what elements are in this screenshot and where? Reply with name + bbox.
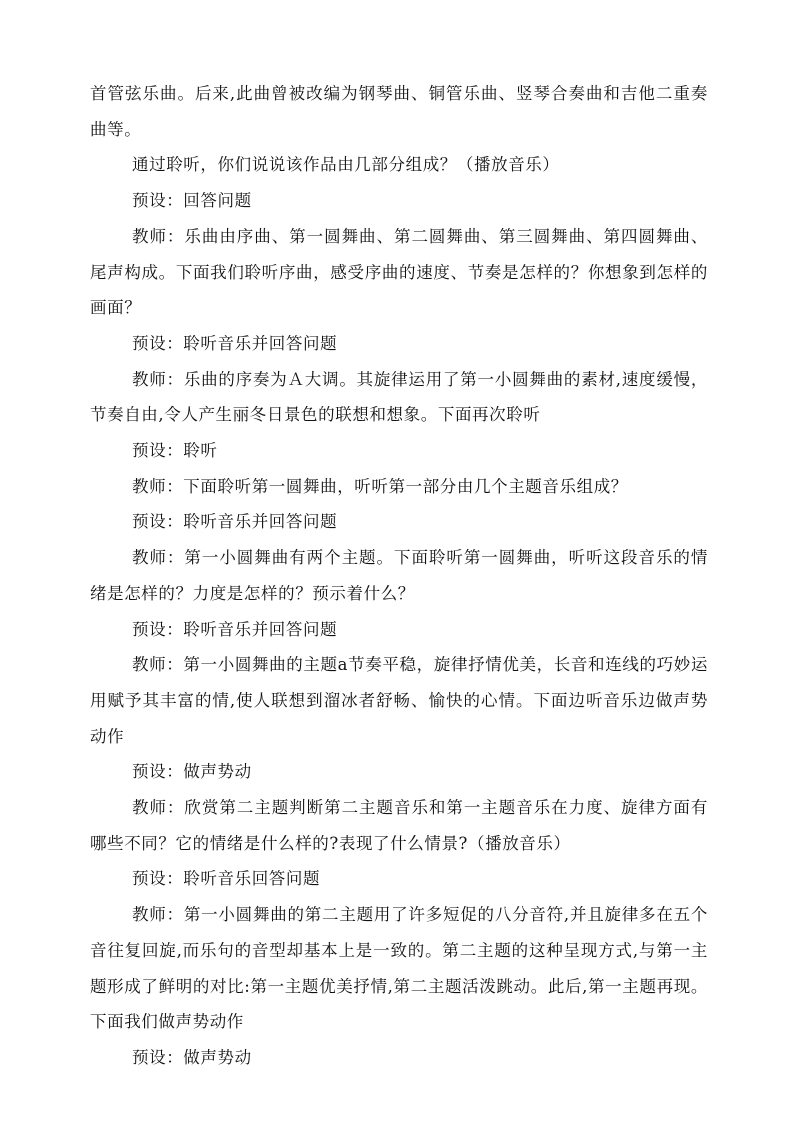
document-page [90, 76, 708, 1076]
paragraph-teacher: 教师：第一小圆舞曲有两个主题。下面聆听第一圆舞曲，听听这段音乐的情绪是怎样的？力度是怎样的？预示着什么？ [90, 548, 708, 603]
paragraph-preset: 预设：聆听 [132, 441, 218, 461]
paragraph-question: 通过聆听，你们说说该作品由几部分组成？（播放音乐） [132, 155, 560, 175]
paragraph-preset: 预设：做声势动 [132, 1047, 252, 1067]
paragraph-teacher: 教师：第一小圆舞曲的主题a节奏平稳，旋律抒情优美，长音和连线的巧妙运用赋予其丰富的情,使人联想到溜冰者舒畅、愉快的心情。下面边听音乐边做声势动作 [90, 655, 708, 746]
paragraph-preset: 预设：聆听音乐并回答问题 [132, 512, 338, 532]
paragraph-teacher: 教师：下面聆听第一圆舞曲，听听第一部分由几个主题音乐组成？ [132, 476, 628, 496]
paragraph-preset: 预设：回答问题 [132, 191, 252, 211]
paragraph-teacher: 教师：欣赏第二主题判断第二主题音乐和第一主题音乐在力度、旋律方面有哪些不同？它的情绪是什么样的?表现了什么情景?（播放音乐） [90, 798, 708, 853]
paragraph-teacher: 教师：乐曲的序奏为Ａ大调。其旋律运用了第一小圆舞曲的素材,速度缓慢，节奏自由,令人产生丽冬日景色的联想和想象。下面再次聆听 [90, 369, 708, 425]
paragraph-preset: 预设：聆听音乐回答问题 [132, 869, 321, 889]
paragraph-preset: 预设：聆听音乐并回答问题 [132, 333, 338, 353]
paragraph-preset: 预设：聆听音乐并回答问题 [132, 619, 338, 639]
paragraph-continuation: 首管弦乐曲。后来,此曲曾被改编为钢琴曲、铜管乐曲、竖琴合奏曲和吉他二重奏曲等。 [90, 84, 708, 139]
paragraph-teacher: 教师：第一小圆舞曲的第二主题用了许多短促的八分音符,并且旋律多在五个音往复回旋,而乐句的音型却基本上是一致的。第二主题的这种呈现方式,与第一主题形成了鲜明的对比:第一主题优美抒情,第二主题活泼跳动。此后,第一主题再现。下面我们做声势动作 [90, 905, 708, 1032]
paragraph-teacher: 教师：乐曲由序曲、第一圆舞曲、第二圆舞曲、第三圆舞曲、第四圆舞曲、尾声构成。下面我们聆听序曲，感受序曲的速度、节奏是怎样的？你想象到怎样的画面？ [90, 226, 708, 318]
paragraph-preset: 预设：做声势动 [132, 762, 252, 782]
